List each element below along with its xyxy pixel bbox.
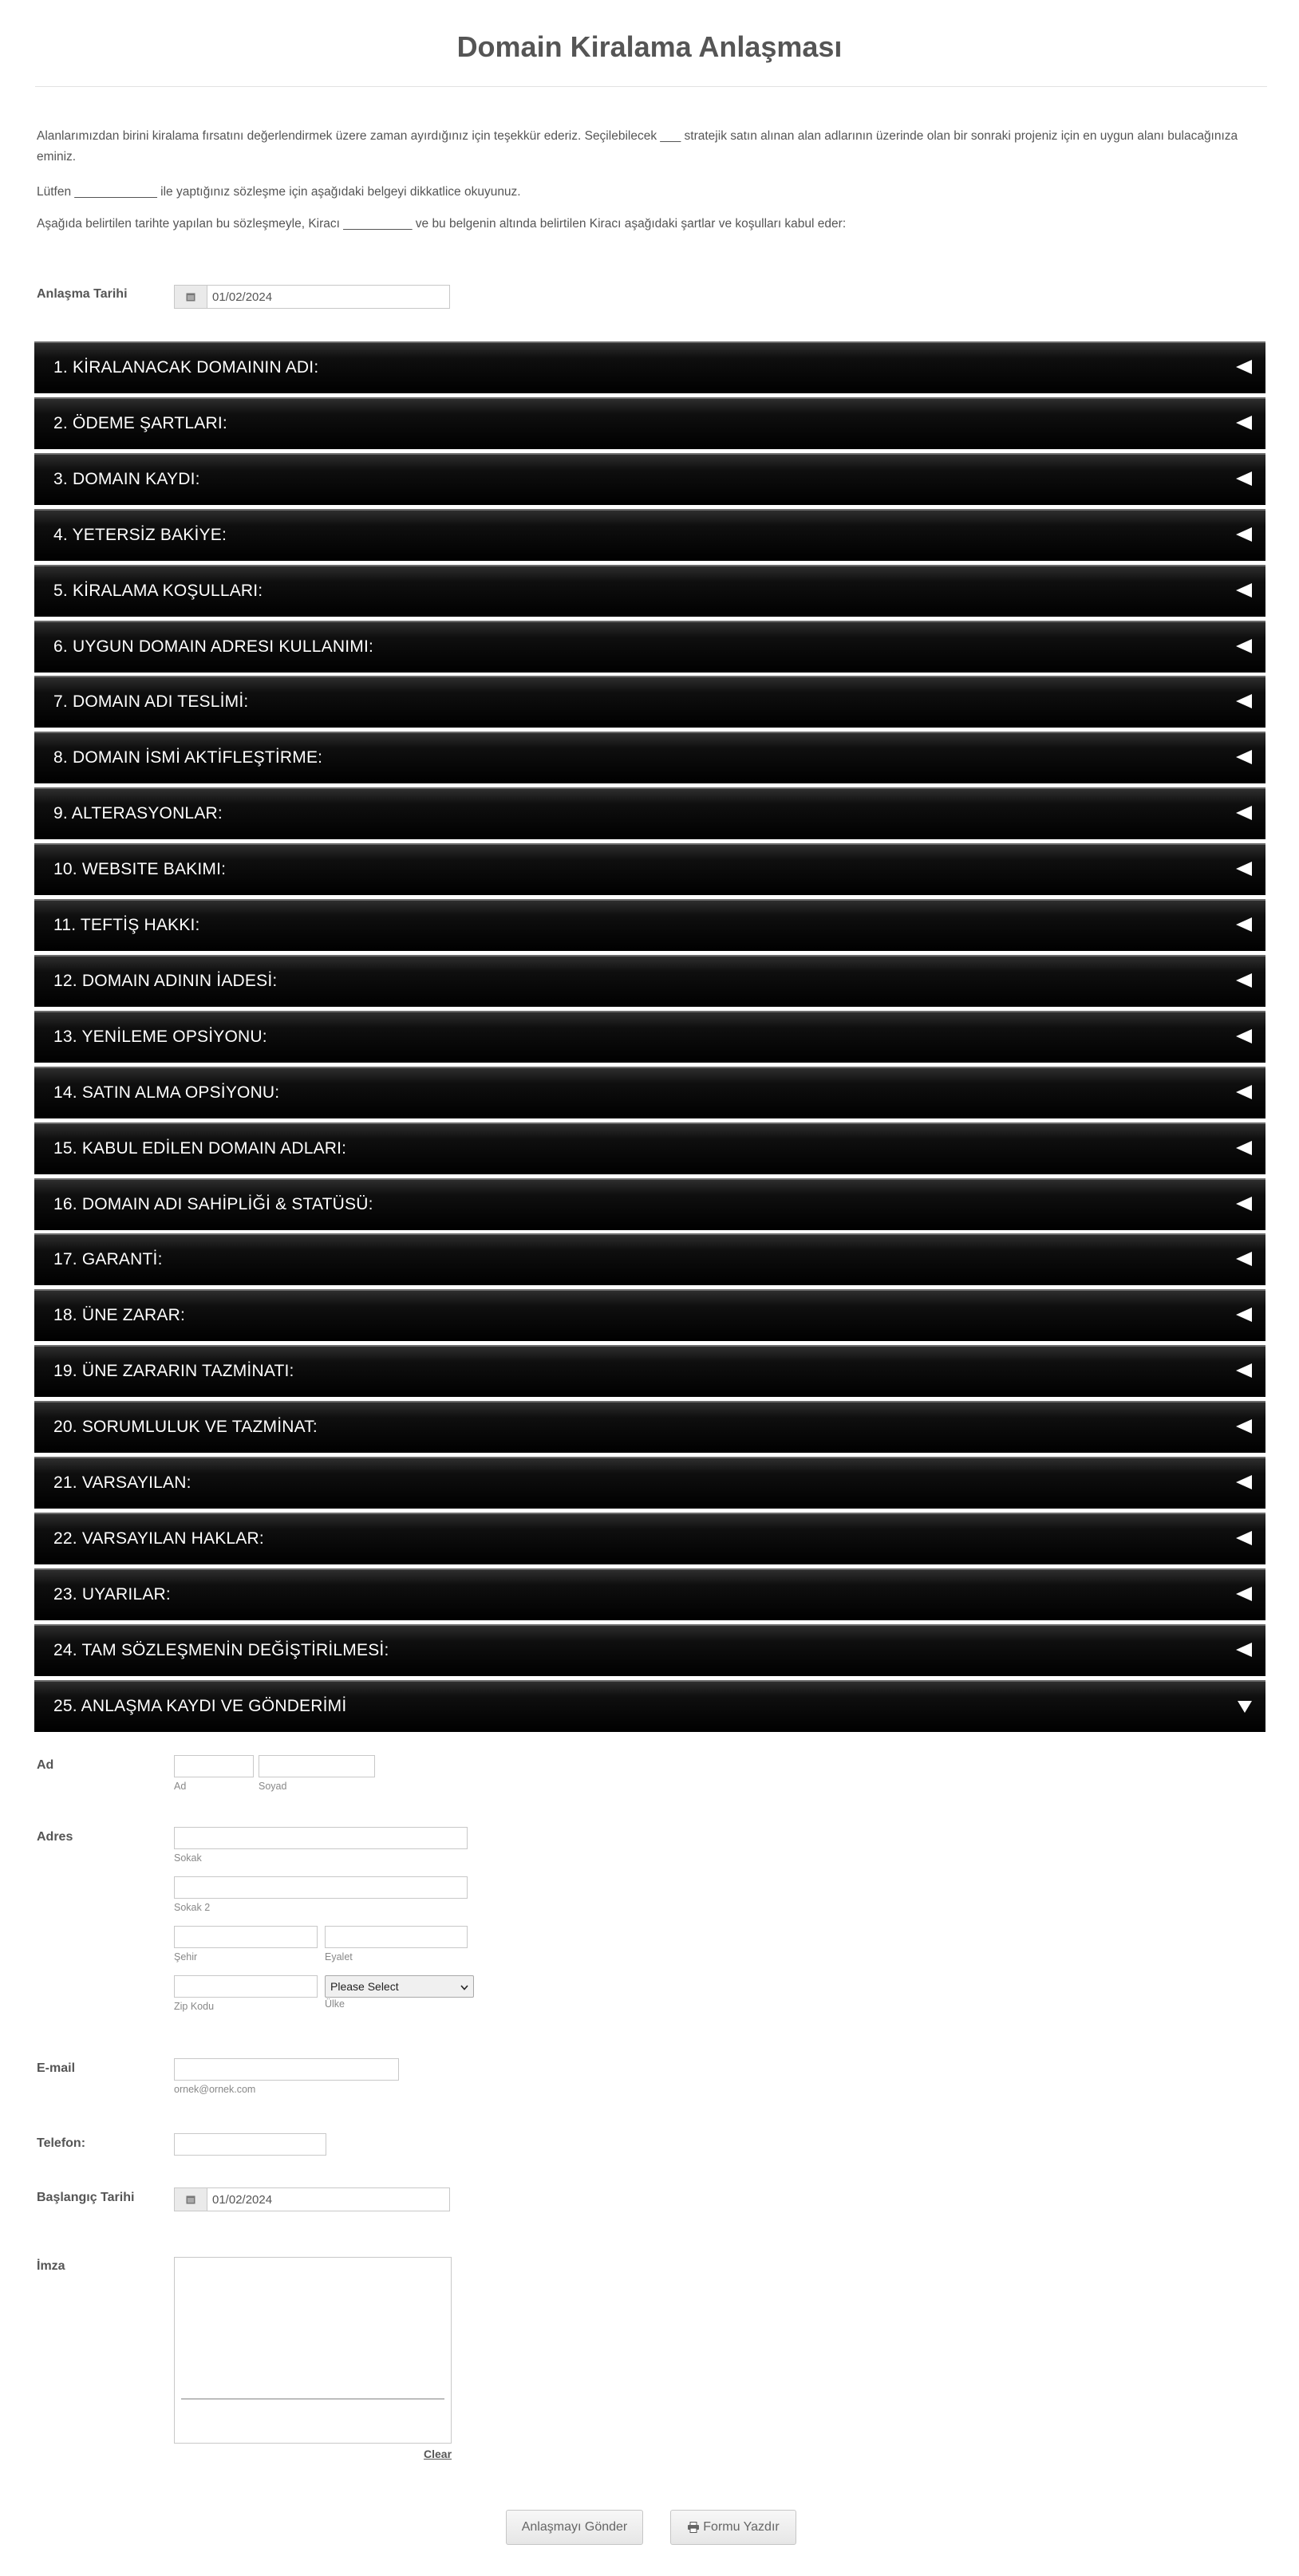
printer-icon <box>687 2522 700 2533</box>
signature-pad[interactable] <box>174 2257 452 2444</box>
section-header[interactable] <box>34 1401 1265 1453</box>
section-title: 18. ÜNE ZARAR: <box>53 1306 186 1324</box>
email-sublabel: ornek@ornek.com <box>174 2084 256 2095</box>
triangle-left-icon <box>1235 1586 1253 1606</box>
submit-button-label: Anlaşmayı Gönder <box>521 2520 628 2534</box>
section-title: 2. ÖDEME ŞARTLARI: <box>53 414 227 432</box>
phone-label: Telefon: <box>37 2136 86 2150</box>
triangle-left-icon <box>1235 582 1253 602</box>
triangle-left-icon <box>1235 861 1253 881</box>
chevron-down-icon <box>460 1980 468 1993</box>
country-select[interactable] <box>325 1975 474 1998</box>
zip-sublabel: Zip Kodu <box>174 2001 215 2012</box>
section-title: 4. YETERSİZ BAKİYE: <box>53 526 227 544</box>
section-header[interactable] <box>34 1345 1265 1397</box>
triangle-left-icon <box>1235 917 1253 937</box>
first-name-input[interactable] <box>174 1755 254 1777</box>
section-title: 13. YENİLEME OPSİYONU: <box>53 1028 267 1046</box>
section-title: 23. UYARILAR: <box>53 1585 171 1604</box>
signature-label: İmza <box>37 2259 65 2273</box>
section-header[interactable] <box>34 676 1265 728</box>
triangle-left-icon <box>1235 359 1253 379</box>
start-date-label: Başlangıç Tarihi <box>37 2191 135 2204</box>
triangle-left-icon <box>1235 1418 1253 1438</box>
name-label: Ad <box>37 1758 54 1772</box>
section-title: 6. UYGUN DOMAIN ADRESI KULLANIMI: <box>53 637 374 656</box>
triangle-left-icon <box>1235 1196 1253 1216</box>
triangle-down-icon <box>1237 1698 1253 1718</box>
triangle-left-icon <box>1235 749 1253 769</box>
triangle-left-icon <box>1235 1251 1253 1271</box>
print-button[interactable] <box>670 2510 796 2545</box>
start-date-input[interactable] <box>207 2188 449 2211</box>
intro-paragraph-1: Alanlarımızdan birini kiralama fırsatını değerlendirmek üzere zaman ayırdığınız için teşekkür ederiz. Seçilebilecek ___ stratejik satın alınan alan adlarının üzerinde olan bir sonraki projeniz için en uygun alanı bulacağınıza eminiz. <box>37 129 1238 164</box>
section-title: 12. DOMAIN ADININ İADESİ: <box>53 972 278 990</box>
section-header[interactable] <box>34 1680 1265 1732</box>
email-input[interactable] <box>174 2058 399 2081</box>
section-header[interactable] <box>34 1289 1265 1341</box>
title-divider <box>35 86 1267 87</box>
state-input[interactable] <box>325 1926 468 1948</box>
triangle-left-icon <box>1235 972 1253 992</box>
submit-button[interactable] <box>506 2510 643 2545</box>
triangle-left-icon <box>1235 693 1253 713</box>
section-title: 14. SATIN ALMA OPSİYONU: <box>53 1083 280 1102</box>
triangle-left-icon <box>1235 1307 1253 1327</box>
phone-input[interactable] <box>174 2133 326 2156</box>
section-header[interactable] <box>34 843 1265 895</box>
section-title: 16. DOMAIN ADI SAHİPLİĞİ & STATÜSÜ: <box>53 1195 373 1213</box>
calendar-icon[interactable] <box>175 286 207 308</box>
calendar-icon[interactable] <box>175 2188 207 2211</box>
section-title: 10. WEBSITE BAKIMI: <box>53 860 227 878</box>
triangle-left-icon <box>1235 527 1253 546</box>
section-header[interactable] <box>34 1513 1265 1564</box>
section-title: 25. ANLAŞMA KAYDI VE GÖNDERİMİ <box>53 1697 347 1715</box>
triangle-left-icon <box>1235 805 1253 825</box>
section-header[interactable] <box>34 509 1265 561</box>
agreement-date-label: Anlaşma Tarihi <box>37 287 128 301</box>
section-header[interactable] <box>34 955 1265 1007</box>
section-title: 8. DOMAIN İSMİ AKTİFLEŞTİRME: <box>53 748 323 767</box>
section-title: 21. VARSAYILAN: <box>53 1473 191 1492</box>
section-title: 7. DOMAIN ADI TESLİMİ: <box>53 692 249 711</box>
street-sublabel: Sokak <box>174 1852 202 1864</box>
agreement-date-input[interactable] <box>207 286 449 308</box>
triangle-left-icon <box>1235 1474 1253 1494</box>
street2-sublabel: Sokak 2 <box>174 1902 211 1913</box>
state-sublabel: Eyalet <box>325 1951 353 1963</box>
agreement-date-field <box>174 285 450 309</box>
section-title: 11. TEFTİŞ HAKKI: <box>53 916 200 934</box>
section-title: 1. KİRALANACAK DOMAININ ADI: <box>53 358 319 377</box>
country-sublabel: Ülke <box>325 1998 345 2010</box>
section-header[interactable] <box>34 1568 1265 1620</box>
triangle-left-icon <box>1235 1140 1253 1160</box>
triangle-left-icon <box>1235 1642 1253 1662</box>
section-title: 3. DOMAIN KAYDI: <box>53 470 200 488</box>
section-header[interactable] <box>34 1122 1265 1174</box>
intro-paragraph-3: Aşağıda belirtilen tarihte yapılan bu sözleşmeyle, Kiracı __________ ve bu belgenin altında belirtilen Kiracı aşağıdaki şartlar ve koşulları kabul eder: <box>37 217 847 231</box>
city-input[interactable] <box>174 1926 318 1948</box>
street-input[interactable] <box>174 1827 468 1849</box>
email-label: E-mail <box>37 2061 76 2075</box>
page-title: Domain Kiralama Anlaşması <box>456 30 843 63</box>
triangle-left-icon <box>1235 415 1253 435</box>
print-button-label: Formu Yazdır <box>703 2520 780 2534</box>
triangle-left-icon <box>1235 471 1253 491</box>
section-title: 22. VARSAYILAN HAKLAR: <box>53 1529 264 1548</box>
intro-paragraph-2: Lütfen ____________ ile yaptığınız sözleşme için aşağıdaki belgeyi dikkatlice okuyunuz. <box>37 185 521 199</box>
triangle-left-icon <box>1235 638 1253 658</box>
section-header[interactable] <box>34 732 1265 783</box>
clear-signature-link[interactable]: Clear <box>424 2448 452 2460</box>
country-select-value: Please Select <box>330 1980 399 1993</box>
zip-input[interactable] <box>174 1975 318 1998</box>
section-title: 17. GARANTİ: <box>53 1250 163 1268</box>
section-header[interactable] <box>34 1067 1265 1118</box>
section-title: 9. ALTERASYONLAR: <box>53 804 223 823</box>
last-name-input[interactable] <box>259 1755 375 1777</box>
section-header[interactable] <box>34 1457 1265 1509</box>
section-header[interactable] <box>34 565 1265 617</box>
first-name-sublabel: Ad <box>174 1781 187 1792</box>
section-header[interactable] <box>34 1233 1265 1285</box>
section-header[interactable] <box>34 1178 1265 1230</box>
section-title: 19. ÜNE ZARARIN TAZMİNATI: <box>53 1362 294 1380</box>
address-label: Adres <box>37 1830 73 1844</box>
section-header[interactable] <box>34 453 1265 505</box>
triangle-left-icon <box>1235 1530 1253 1550</box>
section-title: 15. KABUL EDİLEN DOMAIN ADLARI: <box>53 1139 347 1158</box>
section-header[interactable] <box>34 787 1265 839</box>
section-title: 20. SORUMLULUK VE TAZMİNAT: <box>53 1418 318 1436</box>
triangle-left-icon <box>1235 1363 1253 1383</box>
city-sublabel: Şehir <box>174 1951 198 1963</box>
start-date-field <box>174 2187 450 2211</box>
section-header[interactable] <box>34 1624 1265 1676</box>
section-header[interactable] <box>34 621 1265 673</box>
last-name-sublabel: Soyad <box>259 1781 287 1792</box>
section-header[interactable] <box>34 341 1265 393</box>
street2-input[interactable] <box>174 1876 468 1899</box>
signature-baseline <box>181 2398 444 2400</box>
section-header[interactable] <box>34 899 1265 951</box>
triangle-left-icon <box>1235 1028 1253 1048</box>
section-title: 24. TAM SÖZLEŞMENİN DEĞİŞTİRİLMESİ: <box>53 1641 389 1659</box>
triangle-left-icon <box>1235 1084 1253 1104</box>
section-title: 5. KİRALAMA KOŞULLARI: <box>53 582 263 600</box>
section-header[interactable] <box>34 397 1265 449</box>
section-header[interactable] <box>34 1011 1265 1063</box>
